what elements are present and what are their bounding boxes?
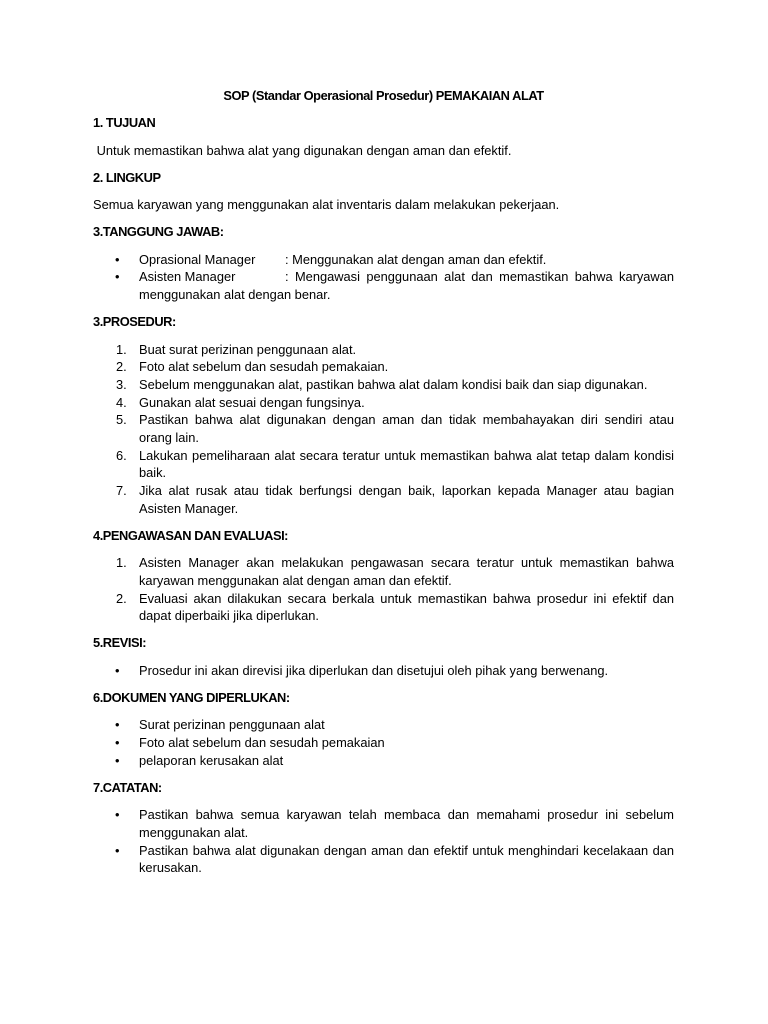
document-item (93, 734, 674, 752)
note-item (93, 806, 674, 841)
item-number: 1. (116, 555, 127, 571)
supervision-item (93, 554, 674, 589)
step-text: Sebelum menggunakan alat, pastikan bahwa alat dalam kondisi baik dan siap digunakan. (139, 377, 648, 392)
item-text: Pastikan bahwa alat digunakan dengan aman dan efektif untuk menghindari kecelakaan dan kerusakan. (139, 842, 674, 876)
procedure-step (93, 341, 674, 359)
section-heading-catatan: 7.CATATAN: (93, 779, 162, 795)
item-text: Foto alat sebelum dan sesudah pemakaian (139, 735, 385, 750)
procedure-step (93, 482, 674, 517)
responsibility-list (93, 251, 674, 304)
bullet-icon: • (115, 842, 120, 858)
required-documents-list (93, 716, 674, 769)
section-text-lingkup: Semua karyawan yang menggunakan alat inventaris dalam melakukan pekerjaan. (93, 197, 560, 213)
procedure-step (93, 394, 674, 412)
item-text: Surat perizinan penggunaan alat (139, 717, 325, 733)
bullet-icon: • (115, 717, 120, 733)
bullet-icon: • (115, 269, 120, 285)
revision-item (93, 662, 674, 680)
step-number: 7. (116, 482, 127, 498)
role-label: Oprasional Manager (139, 251, 256, 267)
step-number: 1. (116, 341, 127, 357)
step-text: Foto alat sebelum dan sesudah pemakaian. (139, 359, 389, 375)
section-text-tujuan: Untuk memastikan bahwa alat yang digunakan dengan aman dan efektif. (93, 142, 512, 158)
bullet-icon: • (115, 662, 120, 678)
role-duty: : Mengawasi penggunaan alat dan memastikan bahwa karyawan menggunakan alat dengan benar. (139, 269, 674, 303)
item-text: pelaporan kerusakan alat (139, 752, 284, 768)
procedure-step (93, 376, 674, 394)
section-heading-dokumen: 6.DOKUMEN YANG DIPERLUKAN: (93, 690, 290, 706)
document-body (93, 87, 674, 887)
bullet-icon: • (115, 752, 120, 768)
responsibility-item (93, 251, 674, 269)
bullet-icon: • (115, 807, 120, 823)
supervision-list (93, 554, 674, 625)
section-heading-tujuan: 1. TUJUAN (93, 115, 156, 131)
role-label: Asisten Manager (139, 269, 236, 285)
step-number: 2. (116, 359, 127, 375)
step-number: 5. (116, 412, 127, 428)
step-number: 6. (116, 447, 127, 463)
document-item (93, 716, 674, 734)
role-duty: : Menggunakan alat dengan aman dan efektif. (285, 251, 547, 267)
step-text: Buat surat perizinan penggunaan alat. (139, 341, 357, 357)
step-text: Lakukan pemeliharaan alat secara teratur untuk memastikan bahwa alat tetap dalam kondisi baik. (139, 447, 674, 481)
item-number: 2. (116, 590, 127, 606)
section-heading-prosedur: 3.PROSEDUR: (93, 314, 176, 330)
step-text: Gunakan alat sesuai dengan fungsinya. (139, 394, 365, 410)
section-heading-revisi: 5.REVISI: (93, 635, 147, 651)
notes-list (93, 806, 674, 877)
step-text: Pastikan bahwa alat digunakan dengan aman dan tidak membahayakan diri sendiri atau orang lain. (139, 412, 674, 445)
item-text: Evaluasi akan dilakukan secara berkala untuk memastikan bahwa prosedur ini efektif dan dapat diperbaiki jika diperlukan. (139, 590, 674, 624)
document-title: SOP (Standar Operasional Prosedur) PEMAKAIAN ALAT (223, 88, 544, 103)
procedure-step (93, 358, 674, 376)
bullet-icon: • (115, 735, 120, 750)
supervision-item (93, 590, 674, 625)
item-text: Prosedur ini akan direvisi jika diperlukan dan disetujui oleh pihak yang berwenang. (139, 662, 609, 678)
section-heading-tanggung-jawab: 3.TANGGUNG JAWAB: (93, 224, 224, 240)
document-item (93, 752, 674, 770)
section-heading-pengawasan: 4.PENGAWASAN DAN EVALUASI: (93, 527, 289, 543)
item-text: Pastikan bahwa semua karyawan telah membaca dan memahami prosedur ini sebelum menggunakan alat. (139, 807, 674, 840)
step-text: Jika alat rusak atau tidak berfungsi dengan baik, laporkan kepada Manager atau bagian Asisten Manager. (139, 482, 674, 516)
revision-list (93, 662, 674, 680)
procedure-list (93, 341, 674, 518)
step-number: 4. (116, 394, 127, 410)
step-number: 3. (116, 377, 127, 392)
procedure-step (93, 447, 674, 482)
item-text: Asisten Manager akan melakukan pengawasan secara teratur untuk memastikan bahwa karyawan menggunakan alat dengan aman dan efektif. (139, 555, 674, 588)
section-heading-lingkup: 2. LINGKUP (93, 169, 161, 185)
responsibility-item (93, 268, 674, 303)
note-item (93, 842, 674, 877)
procedure-step (93, 411, 674, 446)
bullet-icon: • (115, 251, 120, 267)
